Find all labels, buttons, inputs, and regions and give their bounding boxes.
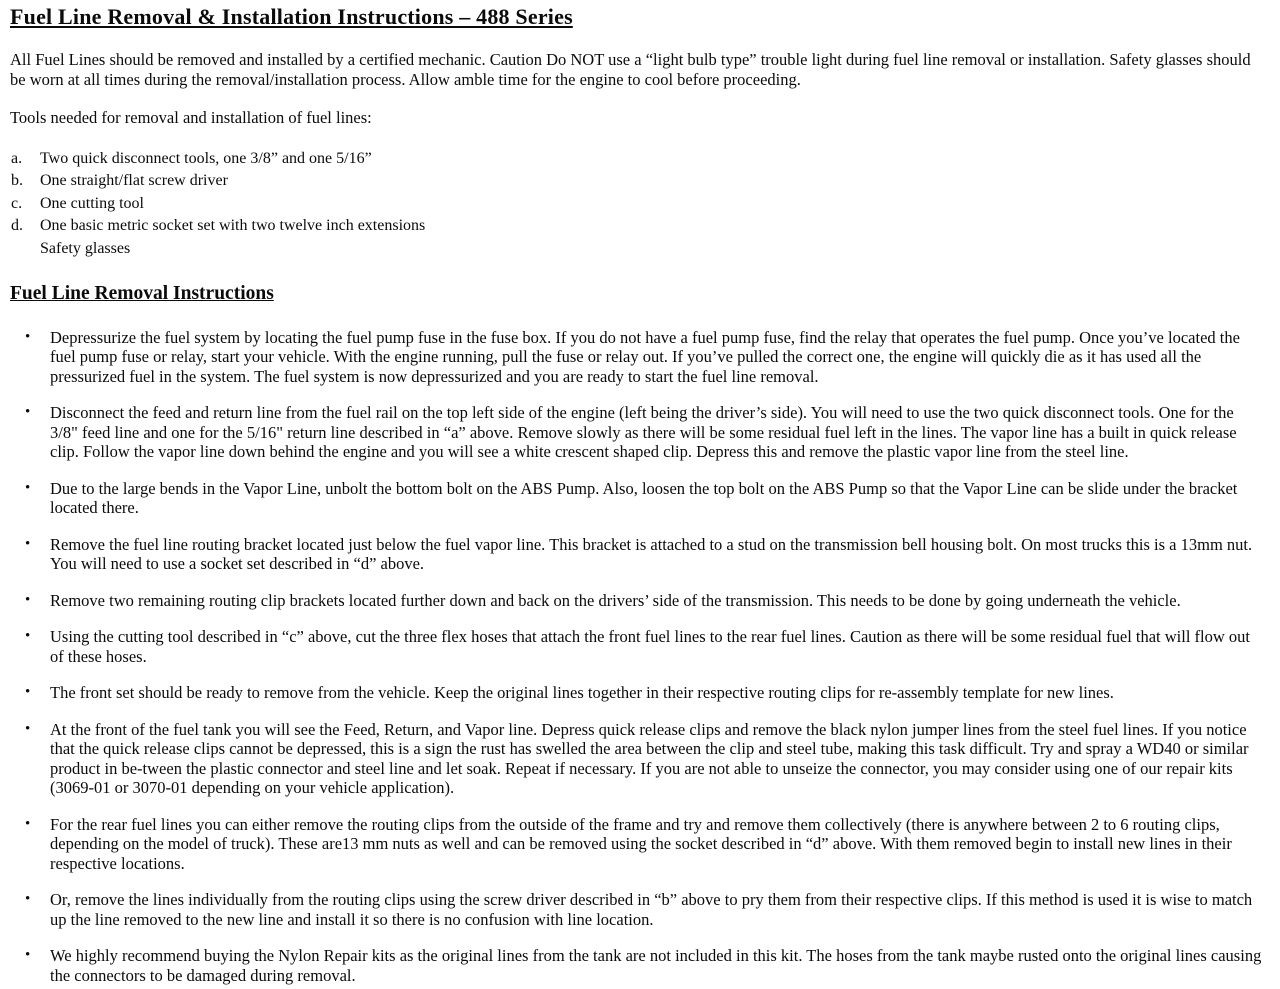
bullet-text: For the rear fuel lines you can either remove the routing clips from the outside of the frame and try and remove them collectively (there is anywhere between 2 to 6 routing clips, depending on the model of truck). These are13 mm nuts as well and can be removed using the socket described in “d” above. With them removed begin to install new lines in their respective locations.: [50, 814, 1232, 873]
tool-item: [10, 149, 1264, 168]
bullet-item: [10, 535, 1264, 574]
bullet-icon: •: [25, 720, 31, 737]
tools-heading: Tools needed for removal and installation of fuel lines:: [10, 108, 372, 127]
bullet-item: [10, 683, 1264, 703]
bullet-text: The front set should be ready to remove from the vehicle. Keep the original lines together in their respective routing clips for re-assembly template for new lines.: [50, 683, 1114, 702]
bullet-list: [10, 328, 1264, 986]
bullet-item: [10, 591, 1264, 611]
tool-letter: b.: [11, 172, 23, 189]
tool-item: [10, 194, 1264, 213]
bullet-icon: •: [25, 328, 31, 345]
bullet-icon: •: [25, 891, 31, 907]
tools-list: [10, 149, 1264, 258]
bullet-item: [10, 815, 1264, 874]
tool-letter: d.: [11, 217, 23, 234]
bullet-item: [10, 479, 1264, 518]
tool-text: Two quick disconnect tools, one 3/8” and one 5/16”: [40, 149, 372, 167]
bullet-item: [10, 946, 1264, 985]
bullet-item: [10, 720, 1264, 798]
section-heading: Fuel Line Removal Instructions: [10, 282, 274, 304]
tool-item: [10, 216, 1264, 235]
tool-text: One straight/flat screw driver: [40, 172, 228, 189]
tool-text: Safety glasses: [40, 239, 131, 257]
bullet-item: [10, 403, 1264, 462]
bullet-item: [10, 328, 1264, 387]
page-title: Fuel Line Removal & Installation Instructions – 488 Series: [10, 4, 573, 29]
bullet-icon: •: [25, 628, 31, 644]
bullet-icon: •: [25, 591, 31, 608]
tool-text: One basic metric socket set with two twelve inch extensions: [40, 217, 426, 234]
bullet-text: Due to the large bends in the Vapor Line, unbolt the bottom bolt on the ABS Pump. Also, loosen the top bolt on the ABS Pump so that the Vapor Line can be slide under the bracket located there.: [50, 478, 1238, 517]
intro-paragraph: All Fuel Lines should be removed and installed by a certified mechanic. Caution Do NOT use a “light bulb type” trouble light during fuel line removal or installation. Safety glasses should be worn at all times during the removal/installation process. Allow amble time for the engine to cool before proceeding.: [10, 50, 1251, 89]
tool-item: [10, 171, 1264, 190]
bullet-icon: •: [25, 479, 31, 496]
bullet-icon: •: [25, 404, 31, 420]
bullet-icon: •: [25, 535, 31, 552]
tool-letter: a.: [11, 149, 23, 167]
bullet-text: Depressurize the fuel system by locating the fuel pump fuse in the fuse box. If you do not have a fuel pump fuse, find the relay that operates the fuel pump. Once you’ve located the fuel pump fuse or relay, start your vehicle. With the engine running, pull the fuse or relay out. If you’ve pulled the correct one, the engine will quickly die as it has used all the pressurized fuel in the system. The fuel system is now depressurized and you are ready to start the fuel line removal.: [50, 327, 1240, 386]
bullet-text: Remove two remaining routing clip brackets located further down and back on the drivers’ side of the transmission. This needs to be done by going underneath the vehicle.: [50, 590, 1181, 610]
bullet-text: Or, remove the lines individually from the routing clips using the screw driver described in “b” above to pry them from their respective clips. If this method is used it is wise to match up the line removed to the new line and install it so there is no confusion with line location.: [50, 890, 1253, 929]
tool-item: [10, 239, 1264, 258]
bullet-icon: •: [25, 947, 31, 963]
bullet-text: Disconnect the feed and return line from the fuel rail on the top left side of the engine (left being the driver’s side). You will need to use the two quick disconnect tools. One for the 3/8" feed line and one for the 5/16" return line described in “a” above. Remove slowly as there will be some residual fuel left in the lines. The vapor line has a built in quick release clip. Follow the vapor line down behind the engine and you will see a white crescent shaped clip. Depress this and remove the plastic vapor line from the steel line.: [50, 403, 1237, 461]
bullet-text: We highly recommend buying the Nylon Repair kits as the original lines from the tank are not included in this kit. The hoses from the tank maybe rusted onto the original lines causing the connectors to be damaged during removal.: [50, 946, 1262, 985]
bullet-text: Using the cutting tool described in “c” above, cut the three flex hoses that attach the front fuel lines to the rear fuel lines. Caution as there will be some residual fuel that will flow out of these hoses.: [50, 627, 1251, 666]
bullet-icon: •: [25, 815, 31, 832]
bullet-item: [10, 627, 1264, 666]
tool-text: One cutting tool: [40, 194, 144, 212]
bullet-icon: •: [25, 684, 31, 700]
tool-letter: [10, 239, 40, 258]
bullet-text: Remove the fuel line routing bracket located just below the fuel vapor line. This bracket is attached to a stud on the transmission bell housing bolt. On most trucks this is a 13mm nut. You will need to use a socket set described in “d” above.: [50, 534, 1253, 573]
bullet-text: At the front of the fuel tank you will see the Feed, Return, and Vapor line. Depress quick release clips and remove the black nylon jumper lines from the steel fuel lines. If you notice that the quick release clips cannot be depressed, this is a sign the rust has swelled the area between the clip and steel tube, making this task difficult. Try and spray a WD40 or similar product in be-tween the plastic connector and steel line and let soak. Repeat if necessary. If you are not able to unseize the connector, you may consider using one of our repair kits (3069-01 or 3070-01 depending on your vehicle application).: [50, 719, 1249, 797]
tool-letter: c.: [11, 194, 23, 212]
bullet-item: [10, 890, 1264, 929]
